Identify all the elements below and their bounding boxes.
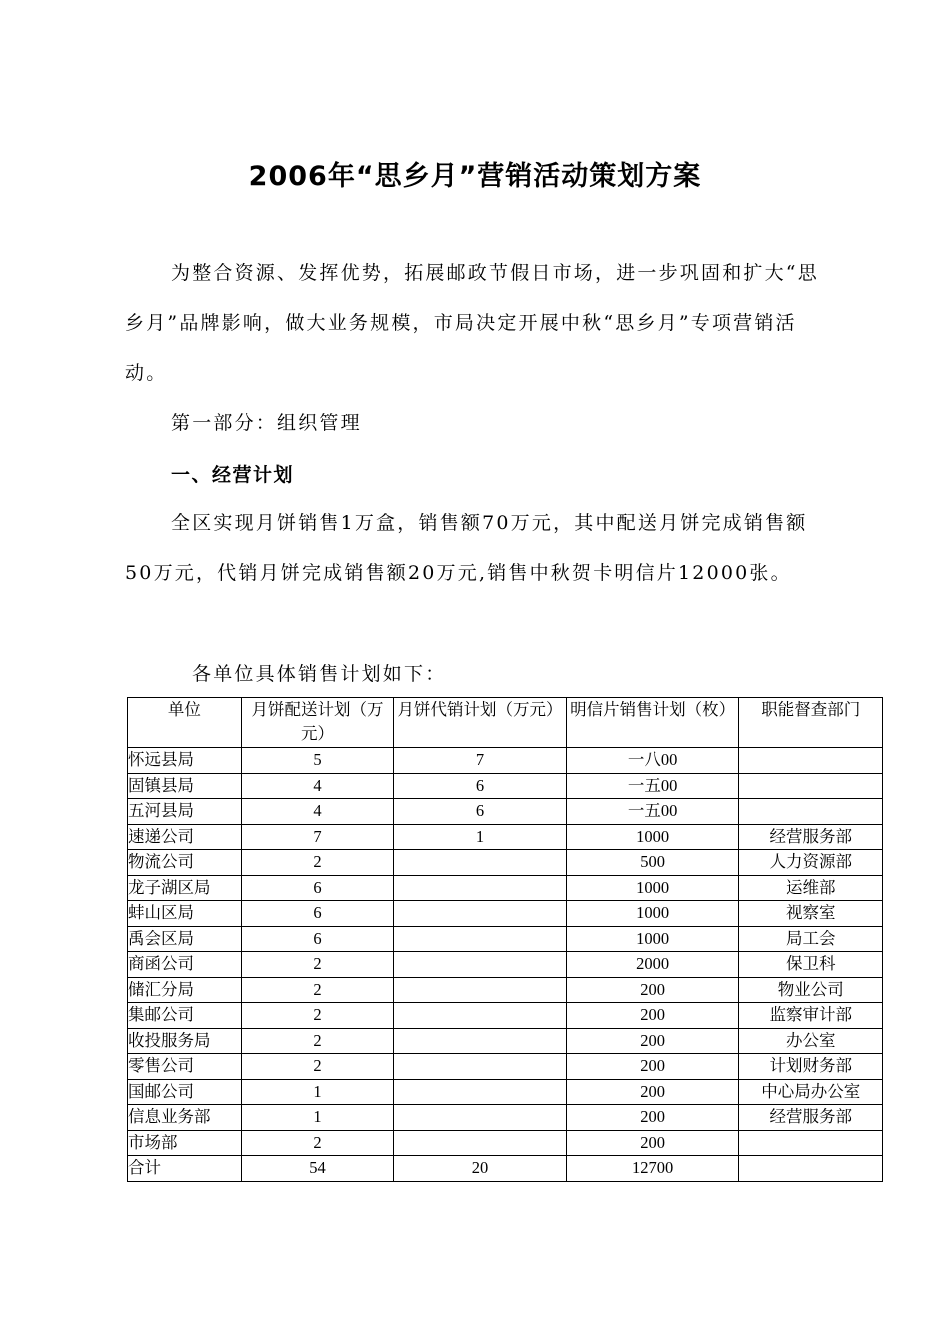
table-row	[128, 1003, 883, 1029]
consign-cell	[394, 1079, 567, 1105]
plan-paragraph: 全区实现月饼销售1万盒，销售额70万元，其中配送月饼完成销售额50万元，代销月饼完成销售额20万元,销售中秋贺卡明信片12000张。	[125, 512, 808, 584]
postcards-cell: 1000	[566, 875, 739, 901]
delivery-cell: 6	[241, 901, 394, 927]
postcards-cell: 1000	[566, 901, 739, 927]
dept-cell	[739, 773, 883, 799]
dept-cell: 视察室	[739, 901, 883, 927]
consign-cell	[394, 952, 567, 978]
consign-cell	[394, 850, 567, 876]
unit-cell: 速递公司	[128, 824, 242, 850]
header-unit: 单位	[128, 698, 242, 748]
dept-cell: 经营服务部	[739, 824, 883, 850]
postcards-cell: 500	[566, 850, 739, 876]
consign-cell: 1	[394, 824, 567, 850]
unit-cell: 怀远县局	[128, 748, 242, 774]
postcards-cell: 200	[566, 977, 739, 1003]
unit-cell: 蚌山区局	[128, 901, 242, 927]
postcards-cell: 200	[566, 1003, 739, 1029]
consign-cell	[394, 977, 567, 1003]
delivery-cell: 6	[241, 875, 394, 901]
table-row	[128, 952, 883, 978]
table-row	[128, 926, 883, 952]
delivery-cell: 2	[241, 1130, 394, 1156]
dept-cell: 物业公司	[739, 977, 883, 1003]
postcards-cell: 200	[566, 1130, 739, 1156]
header-delivery: 月饼配送计划（万元）	[241, 698, 394, 748]
delivery-cell: 6	[241, 926, 394, 952]
dept-cell	[739, 799, 883, 825]
unit-cell: 合计	[128, 1156, 242, 1182]
delivery-cell: 2	[241, 1028, 394, 1054]
dept-cell: 运维部	[739, 875, 883, 901]
dept-cell: 保卫科	[739, 952, 883, 978]
consign-cell	[394, 875, 567, 901]
delivery-cell: 4	[241, 799, 394, 825]
header-consign: 月饼代销计划（万元）	[394, 698, 567, 748]
delivery-cell: 1	[241, 1105, 394, 1131]
sales-plan-table	[127, 697, 883, 1182]
document-title: 2006年“思乡月”营销活动策划方案	[248, 161, 702, 192]
consign-cell	[394, 1003, 567, 1029]
postcards-cell: 2000	[566, 952, 739, 978]
table-row	[128, 850, 883, 876]
unit-cell: 物流公司	[128, 850, 242, 876]
delivery-cell: 4	[241, 773, 394, 799]
table-row	[128, 748, 883, 774]
dept-cell: 监察审计部	[739, 1003, 883, 1029]
unit-cell: 五河县局	[128, 799, 242, 825]
table-row	[128, 773, 883, 799]
table-header-row	[128, 698, 883, 748]
dept-cell: 局工会	[739, 926, 883, 952]
part-one-heading: 第一部分：组织管理	[171, 412, 362, 434]
delivery-cell: 2	[241, 952, 394, 978]
postcards-cell: 一八00	[566, 748, 739, 774]
dept-cell	[739, 1130, 883, 1156]
consign-cell	[394, 1130, 567, 1156]
intro-paragraph: 为整合资源、发挥优势，拓展邮政节假日市场，进一步巩固和扩大“思乡月”品牌影响，做大业务规模，市局决定开展中秋“思乡月”专项营销活动。	[125, 262, 819, 384]
postcards-cell: 200	[566, 1054, 739, 1080]
table-row	[128, 977, 883, 1003]
header-postcards: 明信片销售计划（枚）	[566, 698, 739, 748]
delivery-cell: 2	[241, 850, 394, 876]
unit-cell: 信息业务部	[128, 1105, 242, 1131]
table-row	[128, 1130, 883, 1156]
unit-cell: 商函公司	[128, 952, 242, 978]
table-row	[128, 1156, 883, 1182]
table-caption: 各单位具体销售计划如下：	[192, 663, 447, 685]
dept-cell	[739, 1156, 883, 1182]
postcards-cell: 200	[566, 1028, 739, 1054]
table-row	[128, 901, 883, 927]
table-row	[128, 1105, 883, 1131]
unit-cell: 禹会区局	[128, 926, 242, 952]
table-body	[128, 748, 883, 1182]
consign-cell	[394, 1054, 567, 1080]
delivery-cell: 2	[241, 1054, 394, 1080]
dept-cell: 人力资源部	[739, 850, 883, 876]
postcards-cell: 1000	[566, 926, 739, 952]
unit-cell: 市场部	[128, 1130, 242, 1156]
postcards-cell: 200	[566, 1079, 739, 1105]
consign-cell: 7	[394, 748, 567, 774]
consign-cell	[394, 1105, 567, 1131]
section-one-heading: 一、经营计划	[171, 464, 295, 486]
delivery-cell: 1	[241, 1079, 394, 1105]
consign-cell	[394, 1028, 567, 1054]
delivery-cell: 5	[241, 748, 394, 774]
consign-cell: 6	[394, 773, 567, 799]
delivery-cell: 54	[241, 1156, 394, 1182]
unit-cell: 收投服务局	[128, 1028, 242, 1054]
table-row	[128, 799, 883, 825]
unit-cell: 储汇分局	[128, 977, 242, 1003]
unit-cell: 固镇县局	[128, 773, 242, 799]
dept-cell: 中心局办公室	[739, 1079, 883, 1105]
dept-cell	[739, 748, 883, 774]
table-row	[128, 1028, 883, 1054]
postcards-cell: 一五00	[566, 799, 739, 825]
postcards-cell: 1000	[566, 824, 739, 850]
table-row	[128, 1079, 883, 1105]
consign-cell	[394, 926, 567, 952]
delivery-cell: 7	[241, 824, 394, 850]
postcards-cell: 12700	[566, 1156, 739, 1182]
dept-cell: 经营服务部	[739, 1105, 883, 1131]
header-dept: 职能督查部门	[739, 698, 883, 748]
unit-cell: 国邮公司	[128, 1079, 242, 1105]
postcards-cell: 200	[566, 1105, 739, 1131]
unit-cell: 集邮公司	[128, 1003, 242, 1029]
dept-cell: 计划财务部	[739, 1054, 883, 1080]
postcards-cell: 一五00	[566, 773, 739, 799]
table-row	[128, 1054, 883, 1080]
table-row	[128, 824, 883, 850]
dept-cell: 办公室	[739, 1028, 883, 1054]
delivery-cell: 2	[241, 1003, 394, 1029]
consign-cell: 20	[394, 1156, 567, 1182]
consign-cell: 6	[394, 799, 567, 825]
delivery-cell: 2	[241, 977, 394, 1003]
unit-cell: 零售公司	[128, 1054, 242, 1080]
unit-cell: 龙子湖区局	[128, 875, 242, 901]
consign-cell	[394, 901, 567, 927]
table-row	[128, 875, 883, 901]
